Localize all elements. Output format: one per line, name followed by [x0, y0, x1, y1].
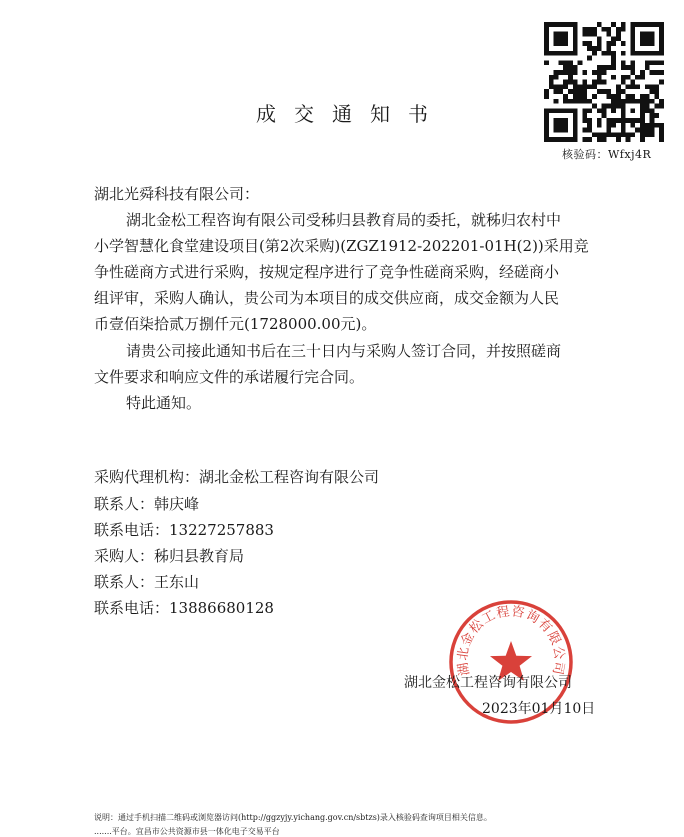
closing-line: 特此通知。	[126, 394, 202, 412]
purchaser-phone: 联系电话：13886680128	[94, 599, 274, 617]
agency-phone: 联系电话：13227257883	[94, 521, 274, 539]
purchaser-contact: 联系人：王东山	[94, 573, 200, 591]
addressee: 湖北光舜科技有限公司：	[94, 185, 260, 203]
document-title: 成交通知书	[256, 102, 446, 126]
seal-text: 湖北金松工程咨询有限公司	[455, 604, 567, 677]
verification-label: 核验码：	[562, 148, 608, 161]
verification-code	[562, 146, 651, 162]
body-line: 文件要求和响应文件的承诺履行完合同。	[94, 368, 365, 386]
purchaser-line: 采购人：秭归县教育局	[94, 547, 245, 565]
footer-note: 说明：通过手机扫描二维码或浏览器访问(http://ggzyjy.yichang.gov.cn/sbtzs)录入核验码查询项目相关信息。	[94, 813, 492, 822]
footer-platform: .......平台。宜昌市公共资源市县一体化电子交易平台	[94, 827, 280, 836]
signature-date: 2023年01月10日	[482, 701, 596, 717]
body-line: 湖北金松工程咨询有限公司受秭归县教育局的委托，就秭归农村中	[126, 211, 562, 229]
agency-contact: 联系人：韩庆峰	[94, 495, 200, 513]
body-line: 争性磋商方式进行采购，按规定程序进行了竞争性磋商采购，经磋商小	[94, 263, 560, 281]
body-line: 小学智慧化食堂建设项目(第2次采购)(ZGZ1912-202201-01H(2))采用竞	[94, 237, 589, 255]
body-line: 组评审，采购人确认，贵公司为本项目的成交供应商，成交金额为人民	[94, 289, 560, 307]
body-line: 币壹佰柒拾贰万捌仟元(1728000.00元)。	[94, 315, 377, 333]
body-line: 请贵公司接此通知书后在三十日内与采购人签订合同，并按照磋商	[126, 342, 562, 360]
agency-line: 采购代理机构：湖北金松工程咨询有限公司	[94, 468, 380, 486]
verification-value: Wfxj4R	[608, 148, 652, 161]
signature-org: 湖北金松工程咨询有限公司	[404, 675, 572, 691]
